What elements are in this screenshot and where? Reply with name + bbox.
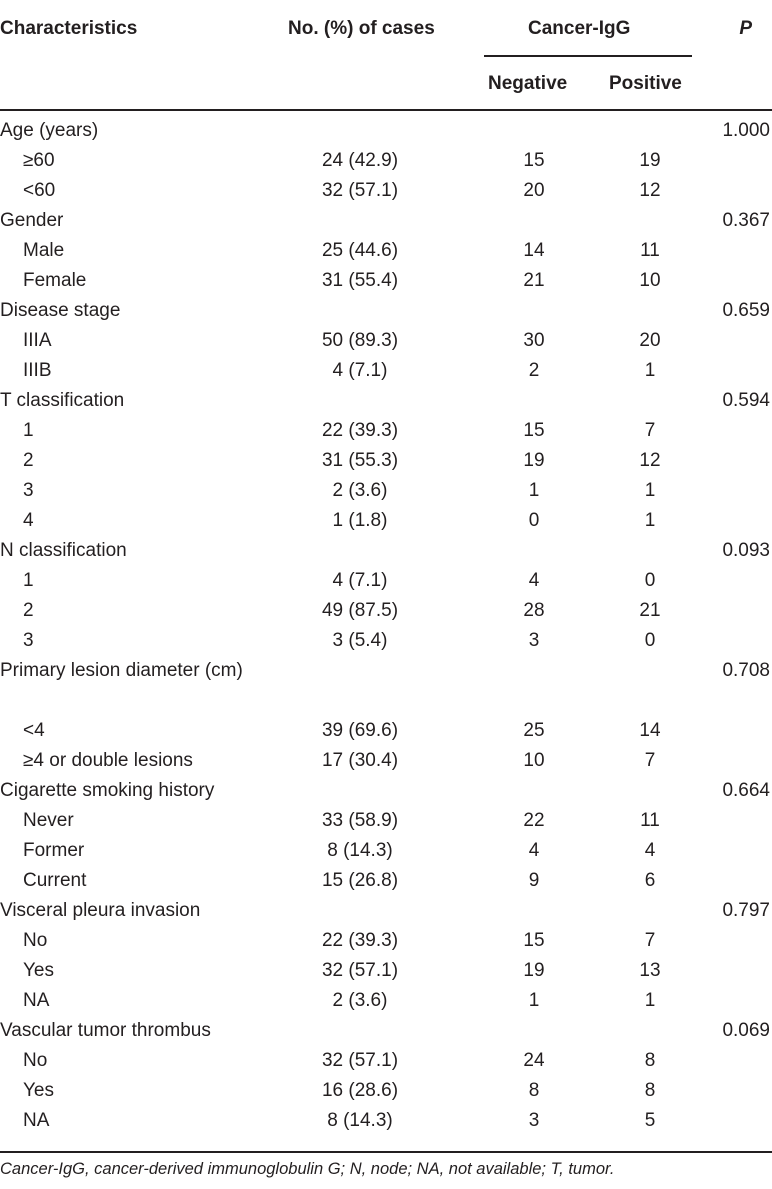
- negative-cell: 21: [523, 270, 545, 291]
- table-row: [0, 926, 772, 956]
- table-row: [0, 716, 772, 746]
- cases-cell: 32 (57.1): [321, 1050, 399, 1071]
- header-p: P: [739, 18, 752, 39]
- positive-cell: 7: [644, 750, 656, 771]
- row-label: 3: [23, 630, 34, 651]
- positive-cell: 6: [644, 870, 656, 891]
- cases-cell: 15 (26.8): [321, 870, 399, 891]
- row-label: NA: [23, 990, 50, 1011]
- row-label: 2: [23, 450, 34, 471]
- table-row: [0, 116, 772, 146]
- row-label: <4: [23, 720, 45, 741]
- negative-cell: 3: [528, 630, 540, 651]
- cases-cell: 32 (57.1): [321, 960, 399, 981]
- table-row: [0, 416, 772, 446]
- row-label: IIIB: [23, 360, 52, 381]
- row-label: Current: [23, 870, 87, 891]
- positive-cell: 7: [644, 420, 656, 441]
- table-row: [0, 596, 772, 626]
- cases-cell: 24 (42.9): [321, 150, 399, 171]
- table-row: [0, 1046, 772, 1076]
- table-row: [0, 776, 772, 806]
- negative-cell: 15: [523, 150, 545, 171]
- cases-cell: 1 (1.8): [332, 510, 388, 531]
- cases-cell: 22 (39.3): [321, 420, 399, 441]
- row-label: 1: [23, 570, 34, 591]
- row-label: Cigarette smoking history: [0, 780, 215, 801]
- table-row: [0, 146, 772, 176]
- negative-cell: 15: [523, 420, 545, 441]
- footnote: Cancer-IgG, cancer-derived immunoglobulin G; N, node; NA, not available; T, tumor.: [0, 1160, 615, 1178]
- cases-cell: 25 (44.6): [321, 240, 399, 261]
- row-label: <60: [23, 180, 56, 201]
- table-row: [0, 326, 772, 356]
- table-row: [0, 896, 772, 926]
- negative-cell: 24: [523, 1050, 545, 1071]
- table-row: [0, 236, 772, 266]
- table-row: [0, 506, 772, 536]
- table-row: [0, 956, 772, 986]
- cases-cell: 3 (5.4): [332, 630, 388, 651]
- negative-cell: 19: [523, 960, 545, 981]
- negative-cell: 28: [523, 600, 545, 621]
- row-label: Yes: [23, 960, 54, 981]
- cases-cell: 22 (39.3): [321, 930, 399, 951]
- positive-cell: 20: [639, 330, 661, 351]
- positive-cell: 0: [644, 570, 656, 591]
- table-row: [0, 296, 772, 326]
- header-negative: Negative: [488, 73, 568, 94]
- positive-cell: 1: [644, 360, 656, 381]
- negative-cell: 19: [523, 450, 545, 471]
- table-row: [0, 806, 772, 836]
- cases-cell: 8 (14.3): [327, 840, 393, 861]
- negative-cell: 9: [528, 870, 540, 891]
- table-row: [0, 386, 772, 416]
- cases-cell: 50 (89.3): [321, 330, 399, 351]
- positive-cell: 21: [639, 600, 661, 621]
- row-label: No: [23, 1050, 48, 1071]
- table-row: [0, 986, 772, 1016]
- table-header: [0, 0, 772, 111]
- header-positive: Positive: [609, 73, 682, 94]
- positive-cell: 11: [640, 810, 660, 831]
- row-label: Vascular tumor thrombus: [0, 1020, 211, 1041]
- negative-cell: 22: [523, 810, 545, 831]
- row-label: 4: [23, 510, 34, 531]
- table-row: [0, 1106, 772, 1136]
- positive-cell: 8: [644, 1050, 656, 1071]
- negative-cell: 30: [523, 330, 545, 351]
- table-row: [0, 446, 772, 476]
- p-value-cell: 0.659: [722, 300, 770, 321]
- negative-cell: 4: [528, 840, 540, 861]
- header-characteristics: Characteristics: [0, 18, 138, 39]
- table-bottom-rule: [0, 1151, 772, 1153]
- p-value-cell: 0.069: [722, 1020, 770, 1041]
- positive-cell: 8: [644, 1080, 656, 1101]
- table-row: [0, 176, 772, 206]
- header-bottom-rule: [0, 109, 772, 111]
- table-row: [0, 866, 772, 896]
- negative-cell: 4: [528, 570, 540, 591]
- cases-cell: 31 (55.4): [321, 270, 399, 291]
- p-value-cell: 0.367: [722, 210, 770, 231]
- cases-cell: 2 (3.6): [332, 480, 388, 501]
- p-value-cell: 1.000: [722, 120, 770, 141]
- row-label: Gender: [0, 210, 64, 231]
- positive-cell: 0: [644, 630, 656, 651]
- header-cases: No. (%) of cases: [288, 18, 435, 39]
- p-value-cell: 0.708: [722, 660, 770, 681]
- positive-cell: 12: [639, 180, 661, 201]
- row-label: 3: [23, 480, 34, 501]
- p-value-cell: 0.093: [722, 540, 770, 561]
- header-cancer-igg: Cancer-IgG: [528, 18, 631, 39]
- negative-cell: 15: [523, 930, 545, 951]
- table-body: [0, 116, 772, 1136]
- row-label: Visceral pleura invasion: [0, 900, 201, 921]
- row-label: IIIA: [23, 330, 52, 351]
- cases-cell: 49 (87.5): [321, 600, 399, 621]
- positive-cell: 7: [644, 930, 656, 951]
- row-label: Never: [23, 810, 74, 831]
- positive-cell: 1: [644, 990, 656, 1011]
- row-label: Male: [23, 240, 65, 261]
- negative-cell: 10: [523, 750, 545, 771]
- table-row: [0, 356, 772, 386]
- p-value-cell: 0.797: [722, 900, 770, 921]
- row-label: 1: [23, 420, 34, 441]
- cases-cell: 4 (7.1): [332, 570, 388, 591]
- positive-cell: 1: [644, 480, 656, 501]
- table-row: [0, 1016, 772, 1046]
- positive-cell: 19: [639, 150, 661, 171]
- positive-cell: 13: [639, 960, 661, 981]
- table-row: [0, 626, 772, 656]
- table-row: [0, 266, 772, 296]
- cases-cell: 33 (58.9): [321, 810, 399, 831]
- table-row: [0, 566, 772, 596]
- row-label: T classification: [0, 390, 125, 411]
- positive-cell: 11: [640, 240, 660, 261]
- negative-cell: 2: [528, 360, 540, 381]
- header-group-rule: [484, 55, 692, 57]
- cases-cell: 16 (28.6): [321, 1080, 399, 1101]
- row-label: N classification: [0, 540, 127, 561]
- positive-cell: 1: [644, 510, 656, 531]
- table-row: [0, 746, 772, 776]
- row-label: Former: [23, 840, 85, 861]
- row-label: Disease stage: [0, 300, 121, 321]
- positive-cell: 12: [639, 450, 661, 471]
- negative-cell: 1: [528, 990, 540, 1011]
- negative-cell: 3: [528, 1110, 540, 1131]
- negative-cell: 25: [523, 720, 545, 741]
- positive-cell: 4: [644, 840, 656, 861]
- negative-cell: 8: [528, 1080, 540, 1101]
- row-label: NA: [23, 1110, 50, 1131]
- cases-cell: 39 (69.6): [321, 720, 399, 741]
- negative-cell: 0: [528, 510, 540, 531]
- row-label: Female: [23, 270, 87, 291]
- row-label: ≥60: [23, 150, 55, 171]
- row-label: ≥4 or double lesions: [23, 750, 193, 771]
- p-value-cell: 0.594: [722, 390, 770, 411]
- positive-cell: 10: [639, 270, 661, 291]
- table-row: [0, 206, 772, 236]
- table-row: [0, 536, 772, 566]
- cases-cell: 31 (55.3): [321, 450, 399, 471]
- p-value-cell: 0.664: [722, 780, 770, 801]
- table-row: [0, 656, 772, 716]
- negative-cell: 14: [523, 240, 545, 261]
- positive-cell: 5: [644, 1110, 656, 1131]
- row-label: Age (years): [0, 120, 99, 141]
- cases-cell: 8 (14.3): [327, 1110, 393, 1131]
- cases-cell: 17 (30.4): [321, 750, 399, 771]
- table-row: [0, 476, 772, 506]
- row-label: No: [23, 930, 48, 951]
- cases-cell: 2 (3.6): [332, 990, 388, 1011]
- row-label: Primary lesion diameter (cm): [0, 660, 243, 681]
- cases-cell: 4 (7.1): [332, 360, 388, 381]
- negative-cell: 20: [523, 180, 545, 201]
- row-label: 2: [23, 600, 34, 621]
- negative-cell: 1: [528, 480, 540, 501]
- table-row: [0, 1076, 772, 1106]
- cases-cell: 32 (57.1): [321, 180, 399, 201]
- positive-cell: 14: [639, 720, 661, 741]
- row-label: Yes: [23, 1080, 54, 1101]
- table-row: [0, 836, 772, 866]
